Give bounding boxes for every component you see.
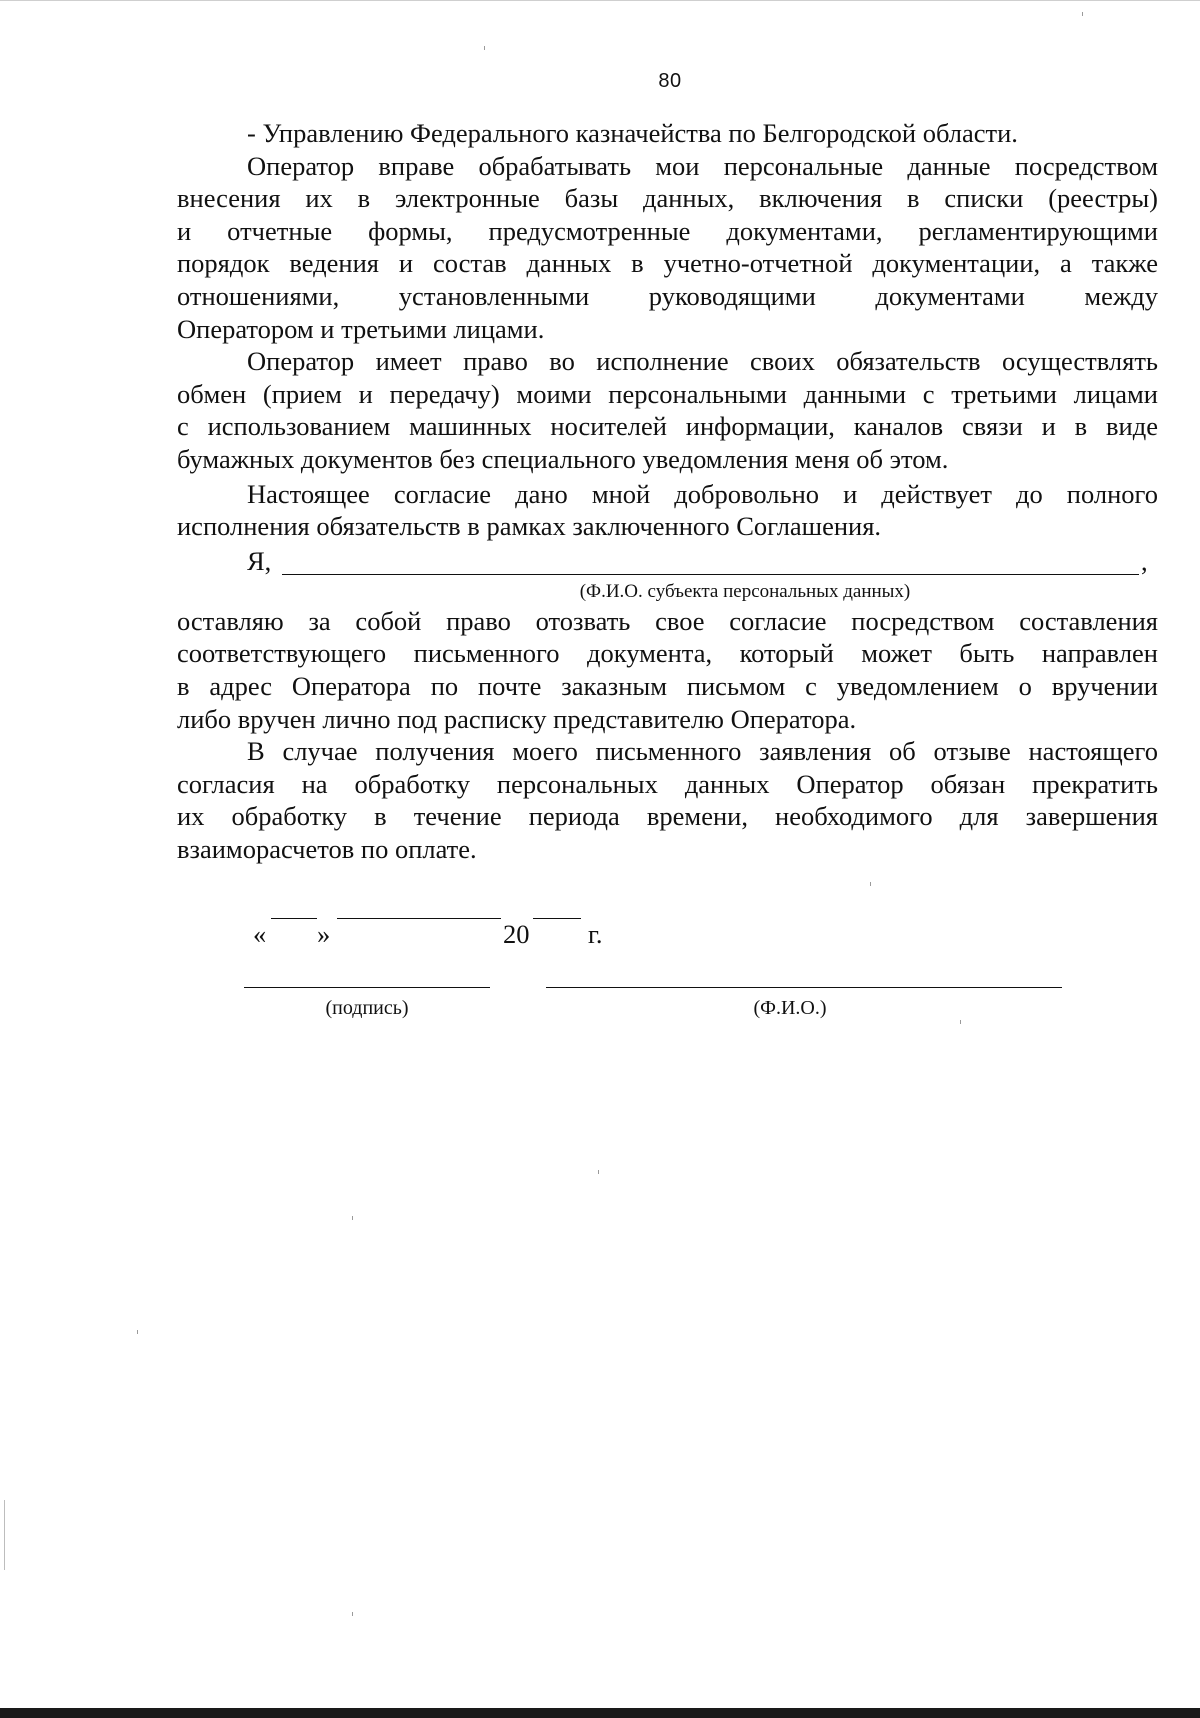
day-blank[interactable] xyxy=(271,918,317,919)
text-line: согласия на обработку персональных данных Оператор обязан прекратить xyxy=(177,768,1158,799)
text-line: Оператор вправе обрабатывать мои персональные данные посредством xyxy=(247,150,1158,181)
text-line: в адрес Оператора по почте заказным письмом с уведомлением о вручении xyxy=(177,670,1158,701)
scan-speck xyxy=(352,1612,353,1616)
recipient-line: - Управлению Федерального казначейства по Белгородской области. xyxy=(247,118,1018,148)
text-line: либо вручен лично под расписку представителю Оператора. xyxy=(177,703,857,734)
full-name-caption: (Ф.И.О.) xyxy=(753,997,827,1019)
date-open-quote: « xyxy=(253,919,267,950)
date-close-quote: » xyxy=(317,919,331,950)
date-field xyxy=(177,918,1158,950)
paragraph-operator-exchange xyxy=(177,345,1158,475)
year-prefix: 20 xyxy=(503,919,530,950)
text-line: Настоящее согласие дано мной добровольно и действует до полного xyxy=(247,478,1158,509)
ya-comma: , xyxy=(1141,545,1148,576)
signature-block xyxy=(0,987,1200,1047)
scan-speck xyxy=(870,882,871,886)
subject-name-hint: (Ф.И.О. субъекта персональных данных) xyxy=(579,580,911,602)
text-line: и отчетные формы, предусмотренные документами, регламентирующими xyxy=(177,215,1158,246)
spacer xyxy=(177,865,1158,898)
scan-edge-mark xyxy=(4,1500,5,1570)
scan-speck xyxy=(137,1330,138,1334)
paragraph-operator-processing xyxy=(177,150,1158,346)
paragraph-revoke-processing xyxy=(177,735,1158,865)
ya-label: Я, xyxy=(247,545,272,576)
text-line: обмен (прием и передачу) моими персональными данными с третьими лицами xyxy=(177,378,1158,409)
signature-caption: (подпись) xyxy=(325,997,409,1019)
text-line: Оператор имеет право во исполнение своих обязательств осуществлять xyxy=(247,346,1158,377)
scan-top-edge xyxy=(0,0,1200,3)
subject-name-blank[interactable] xyxy=(282,545,1139,575)
paragraph-revoke-right xyxy=(177,605,1158,735)
text-line: оставляю за собой право отозвать свое согласие посредством составления xyxy=(177,605,1158,636)
text-line: внесения их в электронные базы данных, включения в списки (реестры) xyxy=(177,183,1158,214)
document-body xyxy=(177,117,1158,950)
paragraph-recipient xyxy=(177,117,1158,150)
full-name-line[interactable] xyxy=(546,987,1062,988)
year-suffix: г. xyxy=(588,919,603,950)
text-line: соответствующего письменного документа, который может быть направлен xyxy=(177,638,1158,669)
text-line: В случае получения моего письменного заявления об отзыве настоящего xyxy=(247,736,1158,767)
scan-speck xyxy=(1082,12,1083,16)
text-line: отношениями, установленными руководящими документами между xyxy=(177,280,1158,311)
page-number: 80 xyxy=(658,70,682,92)
paragraph-consent-voluntary xyxy=(177,478,1158,543)
month-blank[interactable] xyxy=(337,918,501,919)
text-line: бумажных документов без специального уведомления меня об этом. xyxy=(177,443,949,474)
text-line: с использованием машинных носителей информации, каналов связи и в виде xyxy=(177,411,1158,442)
scan-speck xyxy=(960,1020,961,1024)
signature-line[interactable] xyxy=(244,987,490,988)
subject-name-row xyxy=(177,545,1158,577)
text-line: Оператором и третьими лицами. xyxy=(177,313,545,344)
year-blank[interactable] xyxy=(533,918,581,919)
scan-speck xyxy=(352,1216,353,1220)
text-line: их обработку в течение периода времени, необходимого для завершения xyxy=(177,801,1158,832)
text-line: исполнения обязательств в рамках заключенного Соглашения. xyxy=(177,511,882,542)
text-line: порядок ведения и состав данных в учетно-отчетной документации, а также xyxy=(177,248,1158,279)
scan-speck xyxy=(484,46,485,50)
text-line: взаиморасчетов по оплате. xyxy=(177,833,477,864)
scan-bottom-edge xyxy=(0,1708,1200,1718)
scan-speck xyxy=(598,1170,599,1174)
